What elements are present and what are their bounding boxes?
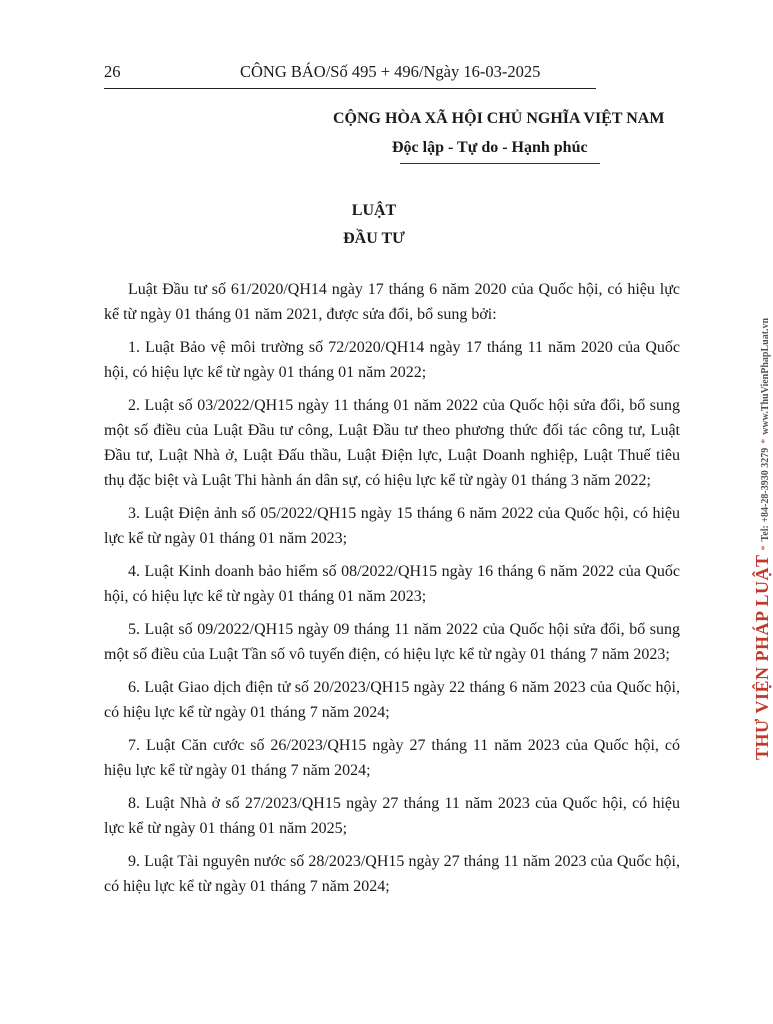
amendment-item: 4. Luật Kinh doanh bảo hiểm số 08/2022/QH15 ngày 16 tháng 6 năm 2022 của Quốc hội, có hiệu lực kể từ ngày 01 tháng 01 năm 2023; — [104, 563, 680, 605]
intro-paragraph: Luật Đầu tư số 61/2020/QH14 ngày 17 tháng 6 năm 2020 của Quốc hội, có hiệu lực kể từ ngày 01 tháng 01 năm 2021, được sửa đổi, bổ sung bởi: — [104, 281, 680, 323]
law-title-line2: ĐẦU TƯ — [343, 230, 405, 247]
watermark-phone: Tel: +84-28-3930 3279 — [760, 447, 771, 542]
side-watermark — [732, 250, 772, 770]
watermark-website: www.ThuVienPhapLuat.vn — [760, 317, 771, 435]
amendment-item: 6. Luật Giao dịch điện tử số 20/2023/QH15 ngày 22 tháng 6 năm 2023 của Quốc hội, có hiệu lực kể từ ngày 01 tháng 7 năm 2024; — [104, 679, 680, 721]
amendment-item: 2. Luật số 03/2022/QH15 ngày 11 tháng 01 năm 2022 của Quốc hội sửa đổi, bổ sung một số điều của Luật Đầu tư công, Luật Đầu tư theo phương thức đối tác công tư, Luật Đầu tư, Luật Nhà ở, Luật Đấu thầu, Luật Điện lực, Luật Doanh nghiệp, Luật Thuế tiêu thụ đặc biệt và Luật Thi hành án dân sự, có hiệu lực kể từ ngày 01 tháng 3 năm 2022; — [104, 397, 680, 489]
page-number: 26 — [104, 62, 121, 81]
amendment-item: 8. Luật Nhà ở số 27/2023/QH15 ngày 27 tháng 11 năm 2023 của Quốc hội, có hiệu lực kể từ ngày 01 tháng 01 năm 2025; — [104, 795, 680, 837]
law-title-line1: LUẬT — [351, 202, 397, 219]
watermark-separator: * — [760, 545, 771, 551]
national-motto: Độc lập - Tự do - Hạnh phúc — [392, 139, 588, 156]
watermark-brand: THƯ VIỆN PHÁP LUẬT — [752, 554, 772, 760]
nation-name: CỘNG HÒA XÃ HỘI CHỦ NGHĨA VIỆT NAM — [333, 110, 665, 127]
amendment-item: 5. Luật số 09/2022/QH15 ngày 09 tháng 11 năm 2022 của Quốc hội sửa đổi, bổ sung một số điều của Luật Tần số vô tuyến điện, có hiệu lực kể từ ngày 01 tháng 7 năm 2023; — [104, 621, 680, 663]
watermark-separator: * — [760, 438, 771, 444]
page-header — [104, 62, 594, 84]
law-title — [0, 197, 768, 253]
motto-underline — [400, 163, 600, 164]
amendment-item: 7. Luật Căn cước số 26/2023/QH15 ngày 27 tháng 11 năm 2023 của Quốc hội, có hiệu lực kể từ ngày 01 tháng 7 năm 2024; — [104, 737, 680, 779]
header-divider — [104, 88, 596, 89]
amendment-item: 3. Luật Điện ảnh số 05/2022/QH15 ngày 15 tháng 6 năm 2022 của Quốc hội, có hiệu lực kể từ ngày 01 tháng 01 năm 2023; — [104, 505, 680, 547]
amendment-item: 9. Luật Tài nguyên nước số 28/2023/QH15 ngày 27 tháng 11 năm 2023 của Quốc hội, có hiệu lực kể từ ngày 01 tháng 7 năm 2024; — [104, 853, 680, 895]
amendment-item: 1. Luật Bảo vệ môi trường số 72/2020/QH14 ngày 17 tháng 11 năm 2020 của Quốc hội, có hiệu lực kể từ ngày 01 tháng 01 năm 2022; — [104, 339, 680, 381]
document-body — [104, 277, 680, 907]
gazette-title: CÔNG BÁO/Số 495 + 496/Ngày 16-03-2025 — [240, 62, 541, 81]
